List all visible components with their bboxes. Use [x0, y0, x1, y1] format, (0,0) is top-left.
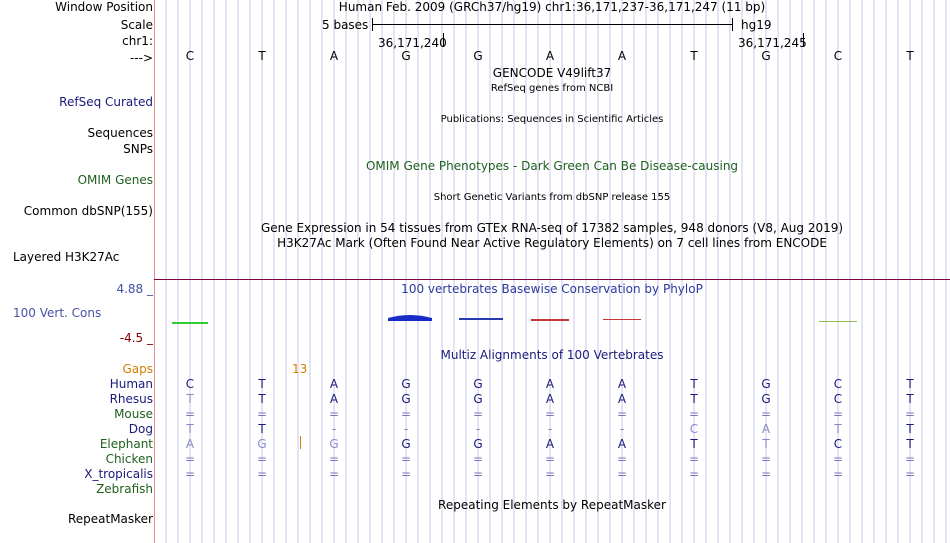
- conservation-track-title: 100 vertebrates Basewise Conservation by PhyloP: [401, 282, 703, 296]
- omim-track-label[interactable]: OMIM Genes: [77, 173, 153, 187]
- window-position-label: Window Position: [55, 0, 153, 14]
- h3k27ac-track-label[interactable]: Layered H3K27Ac: [13, 250, 120, 264]
- phylop-bar-6: [819, 321, 857, 322]
- alignment-base: =: [472, 452, 484, 466]
- dbsnp-track-title: Short Genetic Variants from dbSNP release 155: [433, 192, 671, 203]
- alignment-base: =: [256, 467, 268, 481]
- alignment-base: =: [832, 452, 844, 466]
- gaps-label: Gaps: [122, 362, 153, 376]
- alignment-base: G: [473, 377, 483, 391]
- species-label-chicken[interactable]: Chicken: [105, 452, 153, 466]
- alignment-base: T: [762, 437, 770, 451]
- alignment-base: =: [688, 452, 700, 466]
- chrom-label: chr1:: [122, 34, 153, 48]
- alignment-base: A: [617, 377, 627, 391]
- reference-base: G: [761, 49, 771, 63]
- alignment-base: A: [329, 377, 339, 391]
- alignment-base: =: [904, 452, 916, 466]
- reference-base: T: [690, 49, 698, 63]
- alignment-base: =: [328, 452, 340, 466]
- alignment-base: T: [258, 422, 266, 436]
- scale-value: 5 bases: [322, 18, 369, 32]
- alignment-base: =: [472, 467, 484, 481]
- snps-track-label[interactable]: SNPs: [123, 142, 153, 156]
- alignment-base: T: [690, 437, 698, 451]
- gaps-count: 13: [292, 362, 308, 376]
- alignment-base: G: [257, 437, 267, 451]
- dbsnp-track-label[interactable]: Common dbSNP(155): [23, 204, 153, 218]
- alignment-base: T: [186, 422, 194, 436]
- alignment-base: C: [185, 377, 195, 391]
- alignment-base: =: [904, 407, 916, 421]
- repeatmasker-track-label[interactable]: RepeatMasker: [67, 512, 153, 526]
- alignment-base: =: [400, 452, 412, 466]
- alignment-base: =: [544, 407, 556, 421]
- alignment-base: A: [329, 392, 339, 406]
- reference-base: A: [545, 49, 555, 63]
- alignment-base: =: [400, 407, 412, 421]
- alignment-base: G: [761, 377, 771, 391]
- alignment-base: =: [832, 407, 844, 421]
- alignment-base: T: [186, 392, 194, 406]
- alignment-base: -: [331, 422, 337, 436]
- alignment-base: G: [401, 437, 411, 451]
- reference-base: G: [473, 49, 483, 63]
- refseq-track-subtitle: RefSeq genes from NCBI: [490, 83, 614, 94]
- gencode-track-title[interactable]: GENCODE V49lift37: [492, 66, 612, 80]
- alignment-base: C: [833, 377, 843, 391]
- alignment-base: G: [473, 392, 483, 406]
- gtex-track-title: Gene Expression in 54 tissues from GTEx RNA-seq of 17382 samples, 948 donors (V8, Aug 2019): [260, 221, 844, 235]
- alignment-base: T: [906, 422, 914, 436]
- phylop-bar-3: [459, 318, 503, 320]
- alignment-base: =: [256, 407, 268, 421]
- h3k27ac-track-title: H3K27Ac Mark (Often Found Near Active Regulatory Elements) on 7 cell lines from ENCODE: [277, 236, 827, 250]
- alignment-base: A: [617, 437, 627, 451]
- alignment-base: =: [688, 467, 700, 481]
- alignment-base: =: [760, 467, 772, 481]
- alignment-base: -: [619, 422, 625, 436]
- species-label-rhesus[interactable]: Rhesus: [109, 392, 153, 406]
- species-label-elephant[interactable]: Elephant: [99, 437, 153, 451]
- phylop-logo-g: [388, 315, 432, 321]
- alignment-base: T: [258, 392, 266, 406]
- sequences-track-label[interactable]: Sequences: [87, 126, 153, 140]
- position-tick-1: 36,171,240: [378, 36, 447, 50]
- reference-base: A: [617, 49, 627, 63]
- alignment-base: A: [545, 392, 555, 406]
- alignment-base: T: [690, 392, 698, 406]
- alignment-base: =: [616, 407, 628, 421]
- alignment-base: =: [544, 467, 556, 481]
- alignment-base: =: [256, 452, 268, 466]
- alignment-base: =: [688, 407, 700, 421]
- alignment-base: -: [475, 422, 481, 436]
- alignment-base: =: [760, 407, 772, 421]
- conservation-track-label[interactable]: 100 Vert. Cons: [13, 306, 102, 320]
- strand-label: --->: [129, 51, 153, 65]
- alignment-base: =: [400, 467, 412, 481]
- species-label-dog[interactable]: Dog: [128, 422, 153, 436]
- conservation-max-label: 4.88 _: [116, 282, 153, 296]
- omim-track-title: OMIM Gene Phenotypes - Dark Green Can Be Disease-causing: [365, 159, 739, 173]
- alignment-base: A: [545, 377, 555, 391]
- alignment-base: G: [473, 437, 483, 451]
- alignment-base: A: [761, 422, 771, 436]
- position-tick-2: 36,171,245: [738, 36, 807, 50]
- alignment-base: =: [328, 407, 340, 421]
- alignment-base: T: [906, 392, 914, 406]
- repeatmasker-track-title: Repeating Elements by RepeatMasker: [438, 498, 666, 512]
- gap-marker: [300, 436, 301, 449]
- alignment-base: A: [617, 392, 627, 406]
- alignment-base: =: [544, 452, 556, 466]
- alignment-base: A: [545, 437, 555, 451]
- alignment-base: T: [906, 377, 914, 391]
- alignment-base: =: [832, 467, 844, 481]
- alignment-base: G: [401, 377, 411, 391]
- alignment-base: =: [184, 467, 196, 481]
- alignment-base: =: [328, 467, 340, 481]
- alignment-base: =: [904, 467, 916, 481]
- alignment-base: =: [616, 467, 628, 481]
- scale-label: Scale: [120, 18, 153, 32]
- alignment-base: -: [403, 422, 409, 436]
- reference-base: C: [833, 49, 843, 63]
- alignment-base: =: [760, 452, 772, 466]
- alignment-base: A: [185, 437, 195, 451]
- alignment-base: C: [689, 422, 699, 436]
- species-label-zebrafish[interactable]: Zebrafish: [96, 482, 153, 496]
- alignment-base: G: [401, 392, 411, 406]
- alignment-base: -: [547, 422, 553, 436]
- multiz-track-title: Multiz Alignments of 100 Vertebrates: [440, 348, 664, 362]
- alignment-base: =: [616, 452, 628, 466]
- reference-base: T: [906, 49, 914, 63]
- scale-assembly: hg19: [741, 18, 772, 32]
- window-position-value: Human Feb. 2009 (GRCh37/hg19) chr1:36,171,237-36,171,247 (11 bp): [338, 0, 766, 14]
- alignment-base: C: [833, 392, 843, 406]
- phylop-bar-1: [172, 322, 208, 324]
- conservation-min-label: -4.5 _: [119, 331, 153, 345]
- alignment-base: T: [906, 437, 914, 451]
- reference-base: C: [185, 49, 195, 63]
- species-label-mouse[interactable]: Mouse: [114, 407, 153, 421]
- phylop-bar-5: [603, 319, 641, 320]
- alignment-base: =: [184, 452, 196, 466]
- reference-base: A: [329, 49, 339, 63]
- publications-track-title: Publications: Sequences in Scientific Articles: [440, 114, 664, 125]
- phylop-bar-4: [531, 319, 569, 321]
- species-label-human[interactable]: Human: [109, 377, 153, 391]
- refseq-track-label[interactable]: RefSeq Curated: [59, 95, 153, 109]
- alignment-base: C: [833, 437, 843, 451]
- alignment-base: =: [472, 407, 484, 421]
- reference-base: T: [258, 49, 266, 63]
- alignment-base: G: [761, 392, 771, 406]
- alignment-base: T: [834, 422, 842, 436]
- reference-base: G: [401, 49, 411, 63]
- alignment-base: =: [184, 407, 196, 421]
- alignment-base: T: [258, 377, 266, 391]
- species-label-x_tropicalis[interactable]: X_tropicalis: [84, 467, 153, 481]
- alignment-base: G: [329, 437, 339, 451]
- alignment-base: T: [690, 377, 698, 391]
